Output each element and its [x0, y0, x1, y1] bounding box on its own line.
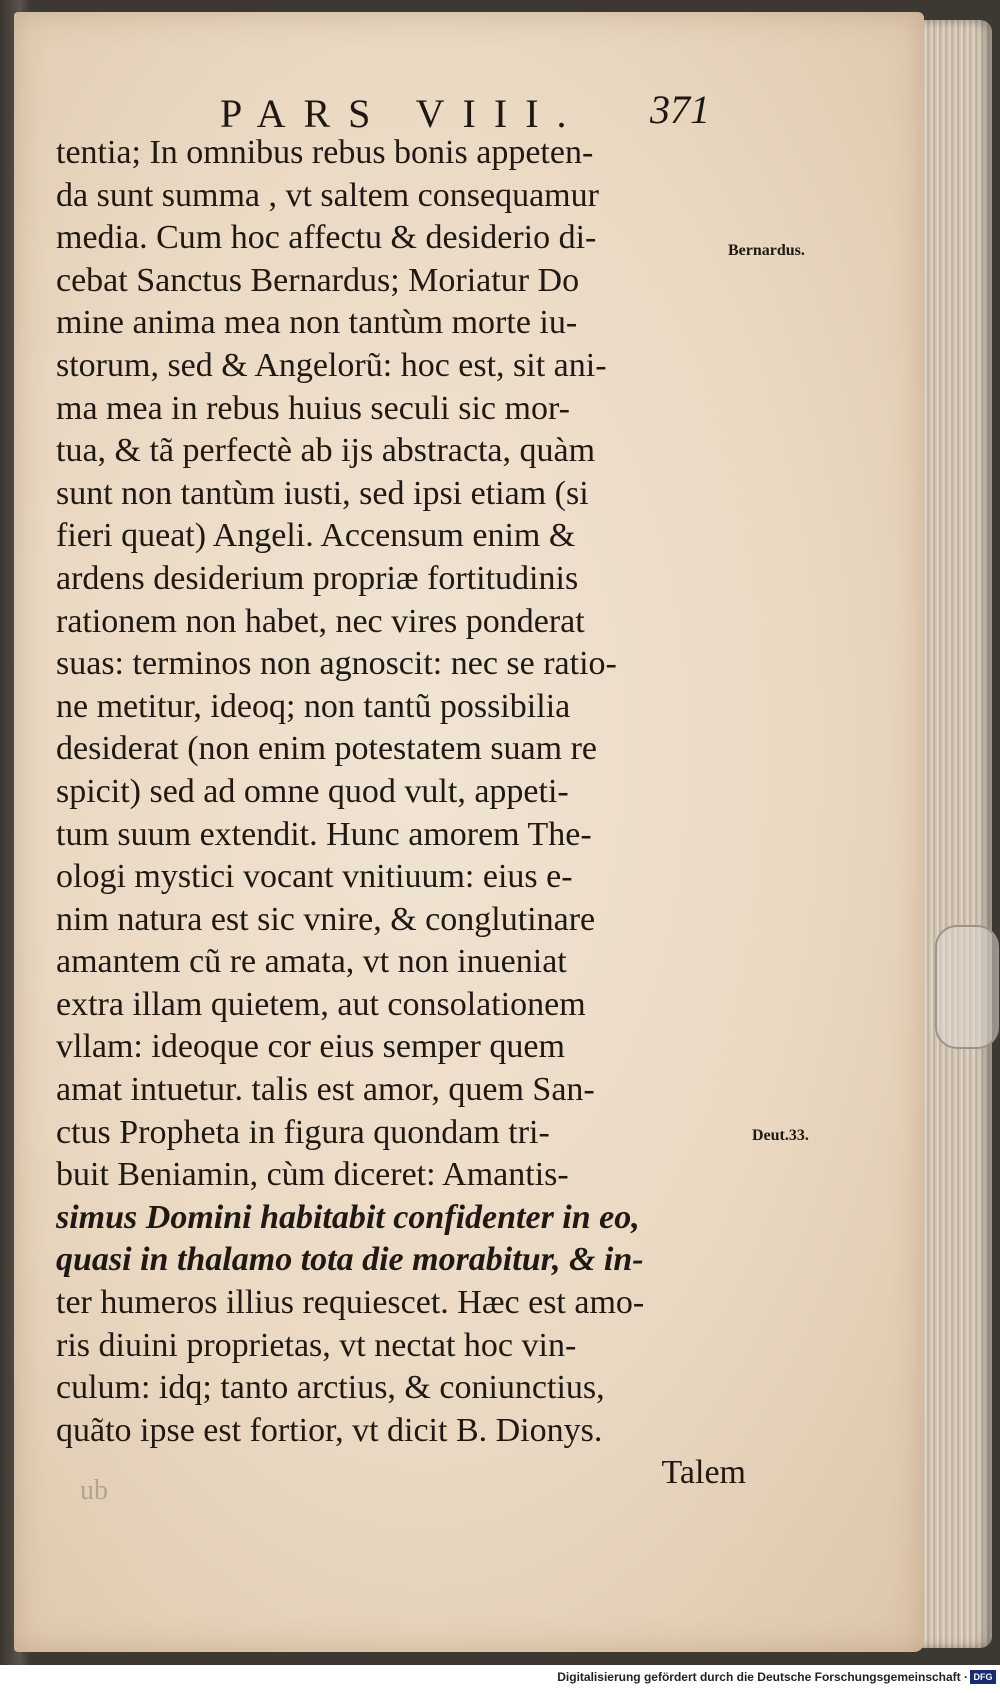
text-line: nim natura est sic vnire, & conglutinare [56, 900, 596, 938]
text-line: amat intuetur. talis est amor, quem San- [56, 1071, 595, 1109]
text-line: quãto ipse est fortior, vt dicit B. Dionys. [56, 1411, 603, 1449]
dfg-logo-icon: DFG [970, 1670, 996, 1684]
text-line: vllam: ideoque cor eius semper quem [56, 1028, 565, 1066]
text-line: desiderat (non enim potestatem suam re [56, 730, 597, 768]
text-line: tentia; In omnibus rebus bonis appeten- [56, 134, 594, 171]
text-line: ter humeros illius requiescet. Hæc est amo- [56, 1284, 645, 1322]
text-line: ardens desiderium propriæ fortitudinis [56, 559, 579, 597]
bleed-through-text: ub [80, 1475, 108, 1506]
catchword: Talem [661, 1454, 746, 1492]
text-line: ris diuini proprietas, vt nectat hoc vin- [56, 1326, 577, 1364]
body-text [56, 132, 746, 1495]
text-line: ologi mystici vocant vnitiuum: eius e- [56, 858, 573, 896]
text-line: cebat Sanctus Bernardus; Moriatur Do [56, 261, 580, 299]
digitization-footer [0, 1665, 1000, 1693]
footer-credit: Digitalisierung gefördert durch die Deutsche Forschungsgemeinschaft · [557, 1670, 968, 1684]
text-line: ma mea in rebus huius seculi sic mor- [56, 389, 570, 427]
margin-note-deuteronomy: Deut.33. [752, 1127, 809, 1144]
text-line: tua, & tã perfectè ab ijs abstracta, quàm [56, 432, 596, 470]
text-line: da sunt summa , vt saltem consequamur [56, 176, 599, 214]
running-title: PARS VIII. [220, 91, 585, 136]
text-line: buit Beniamin, cùm diceret: Amantis- [56, 1156, 569, 1194]
text-line: rationem non habet, nec vires ponderat [56, 602, 585, 640]
text-line: culum: idq; tanto arctius, & coniunctius, [56, 1369, 605, 1407]
text-line: amantem cũ re amata, vt non inueniat [56, 943, 567, 981]
text-line: media. Cum hoc affectu & desiderio di- [56, 219, 597, 257]
page-number: 371 [650, 87, 710, 132]
text-line: ne metitur, ideoq; non tantũ possibilia [56, 687, 571, 725]
text-line: fieri queat) Angeli. Accensum enim & [56, 517, 576, 555]
text-line: sunt non tantùm iusti, sed ipsi etiam (si [56, 474, 589, 512]
text-line: ctus Propheta in figura quondam tri- [56, 1113, 550, 1151]
book-clasp [935, 925, 999, 1049]
text-line: spicit) sed ad omne quod vult, appeti- [56, 772, 569, 810]
text-line-italic: simus Domini habitabit confidenter in eo, [56, 1198, 640, 1236]
text-line: extra illam quietem, aut consolationem [56, 985, 586, 1023]
page-edges [918, 20, 992, 1648]
text-line-italic: quasi in thalamo tota die morabitur, & in- [56, 1241, 644, 1279]
running-head [80, 78, 730, 138]
text-line: mine anima mea non tantùm morte iu- [56, 304, 578, 342]
text-line: tum suum extendit. Hunc amorem The- [56, 815, 592, 853]
text-line: storum, sed & Angelorũ: hoc est, sit ani- [56, 346, 607, 384]
text-line: suas: terminos non agnoscit: nec se ratio- [56, 645, 617, 683]
margin-note-bernardus: Bernardus. [728, 242, 805, 259]
